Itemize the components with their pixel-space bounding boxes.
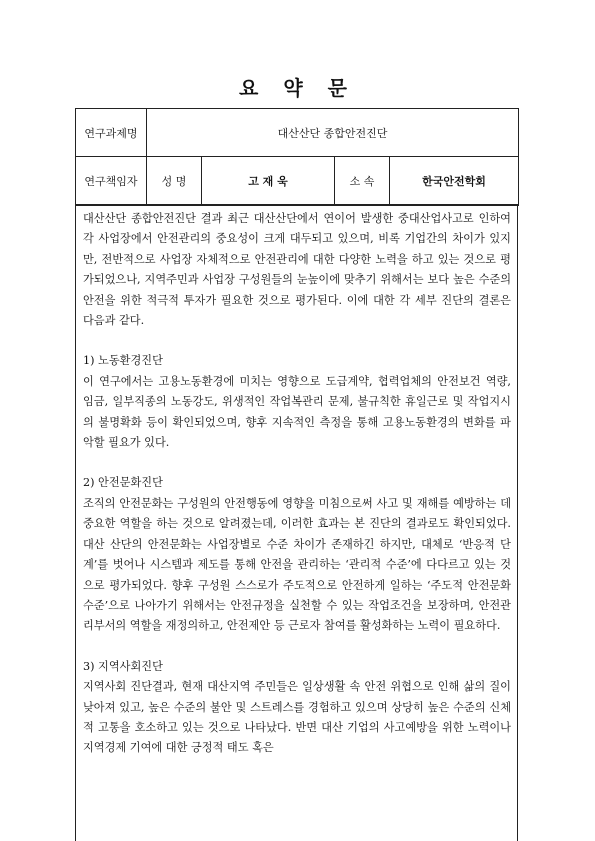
project-title-row bbox=[76, 109, 519, 157]
project-title-label: 연구과제명 bbox=[76, 109, 147, 157]
document-title: 요 약 문 bbox=[239, 76, 356, 100]
name-value: 고 재 욱 bbox=[202, 157, 335, 206]
researcher-label: 연구책임자 bbox=[76, 157, 147, 206]
section-heading-labor: 1) 노동환경진단 bbox=[83, 354, 163, 368]
name-label: 성 명 bbox=[147, 157, 202, 206]
summary-box bbox=[75, 204, 518, 841]
researcher-row bbox=[76, 157, 519, 206]
section-body-labor: 이 연구에서는 고용노동환경에 미치는 영향으로 도급계약, 협력업체의 안전보건 역량, 임금, 일부직종의 노동강도, 위생적인 작업복관리 문제, 불규칙한 휴일근로 및 작업지시의 불명확화 등이 확인되었으며, 향후 지속적인 측정을 통해 고용노동환경의 변화를 파악할 필요가 있다. bbox=[83, 374, 511, 450]
section-heading-community: 3) 지역사회진단 bbox=[83, 659, 163, 673]
affiliation-value: 한국안전학회 bbox=[390, 157, 519, 206]
section-body-community: 지역사회 진단결과, 현재 대산지역 주민들은 일상생활 속 안전 위협으로 인해 삶의 질이 낮아져 있고, 높은 수준의 불안 및 스트레스를 경험하고 있으며 상당히 높은 수준의 신체적 고통을 호소하고 있는 것으로 나타났다. 반면 대산 기업의 사고예방을 위한 노력이나 지역경제 기여에 대한 긍정적 태도 혹은 bbox=[83, 680, 511, 755]
project-info-table bbox=[75, 108, 519, 206]
affiliation-label: 소 속 bbox=[335, 157, 390, 206]
project-title-value: 대산산단 종합안전진단 bbox=[147, 109, 519, 157]
section-body-safety-culture: 조직의 안전문화는 구성원의 안전행동에 영향을 미침으로써 사고 및 재해를 예방하는 데 중요한 역할을 하는 것으로 알려졌는데, 이러한 효과는 본 진단의 결과로도 확인되었다. 대산 산단의 안전문화는 사업장별로 수준 차이가 존재하긴 하지만, 대체로 ‘반응적 단계’를 벗어나 시스템과 제도를 통해 안전을 관리하는 ‘관리적 수준’에 다다르고 있는 것으로 평가되었다. 향후 구성원 스스로가 주도적으로 안전하게 일하는 ‘주도적 안전문화 수준’으로 나아가기 위해서는 안전규정을 실천할 수 있는 작업조건을 보장하며, 안전관리부서의 역할을 재정의하고, 안전제안 등 근로자 참여를 활성화하는 노력이 필요하다. bbox=[83, 496, 511, 633]
summary-intro: 대산산단 종합안전진단 결과 최근 대산산단에서 연이어 발생한 중대산업사고로 인하여 각 사업장에서 안전관리의 중요성이 크게 대두되고 있으며, 비록 기업간의 차이가 있지만, 전반적으로 사업장 자체적으로 안전관리에 대한 다양한 노력을 하고 있는 것으로 평가되었으나, 지역주민과 사업장 구성원들의 눈높이에 맞추기 위해서는 보다 높은 수준의 안전을 위한 적극적 투자가 필요한 것으로 평가된다. 이에 대한 각 세부 진단의 결론은 다음과 같다. bbox=[83, 212, 511, 328]
section-heading-safety-culture: 2) 안전문화진단 bbox=[83, 476, 163, 490]
